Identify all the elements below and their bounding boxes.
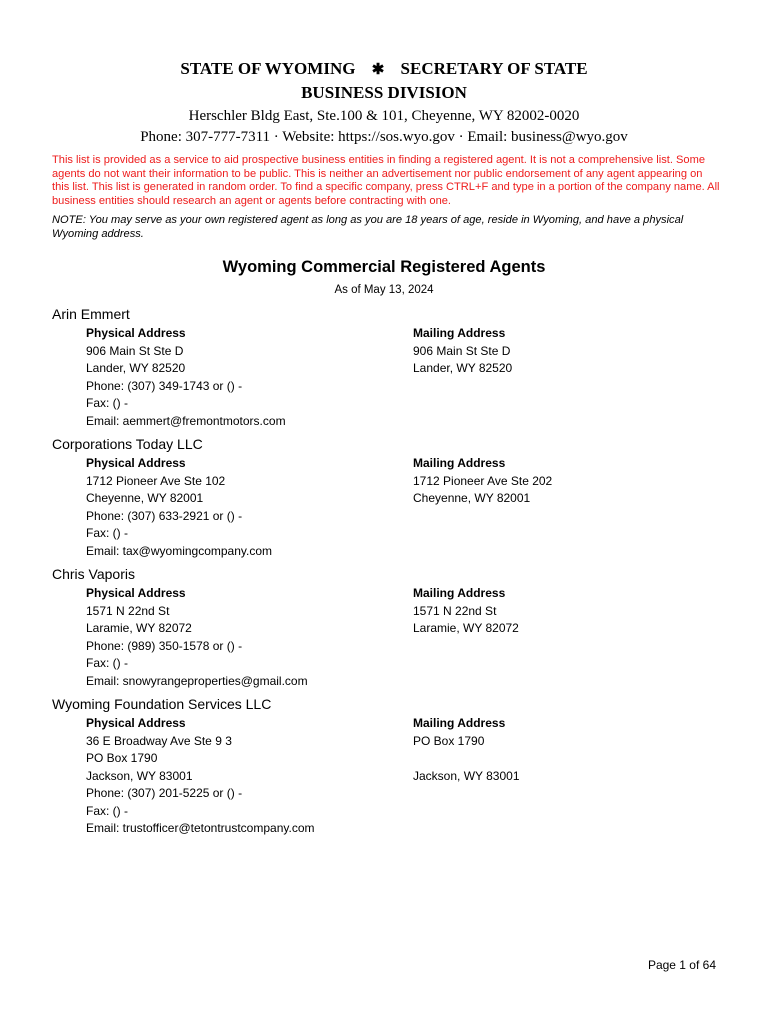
agent-entry bbox=[52, 565, 732, 690]
mailing-address-heading: Mailing Address bbox=[413, 716, 506, 730]
physical-address-line: 1571 N 22nd St bbox=[86, 603, 170, 618]
mailing-address-heading: Mailing Address bbox=[413, 326, 506, 340]
office-address: Herschler Bldg East, Ste.100 & 101, Cheyenne, WY 82002-0020 bbox=[188, 108, 580, 124]
physical-address-heading: Physical Address bbox=[86, 456, 186, 470]
as-of-date: As of May 13, 2024 bbox=[334, 284, 434, 296]
physical-address-heading: Physical Address bbox=[86, 716, 186, 730]
physical-address-line: Laramie, WY 82072 bbox=[86, 621, 192, 635]
physical-address-block bbox=[86, 715, 413, 838]
physical-address-line: 906 Main St Ste D bbox=[86, 343, 184, 358]
physical-address-line: Email: trustofficer@tetontrustcompany.com bbox=[86, 821, 315, 835]
physical-address-line: Phone: (989) 350-1578 or () - bbox=[86, 638, 243, 653]
page-number: Page 1 of 64 bbox=[647, 958, 716, 972]
mailing-address-line: 906 Main St Ste D bbox=[413, 343, 511, 358]
mailing-address-line: PO Box 1790 bbox=[413, 733, 485, 748]
mailing-address-line: Laramie, WY 82072 bbox=[413, 621, 519, 635]
agent-entry bbox=[52, 305, 732, 430]
office-contact: Phone: 307-777-7311 · Website: https://sos.wyo.gov · Email: business@wyo.gov bbox=[140, 129, 628, 145]
mailing-address-block bbox=[413, 325, 713, 430]
letterhead-office-line bbox=[0, 58, 768, 81]
mailing-address-line: 1571 N 22nd St bbox=[413, 603, 497, 618]
agent-name: Chris Vaporis bbox=[52, 566, 135, 582]
physical-address-line: 36 E Broadway Ave Ste 9 3 bbox=[86, 733, 232, 748]
agent-list bbox=[52, 305, 732, 843]
letterhead bbox=[0, 58, 768, 147]
agent-name: Arin Emmert bbox=[52, 306, 130, 322]
physical-address-line: 1712 Pioneer Ave Ste 102 bbox=[86, 473, 226, 488]
physical-address-line: Email: snowyrangeproperties@gmail.com bbox=[86, 673, 308, 688]
office-name: SECRETARY OF STATE bbox=[400, 59, 588, 78]
physical-address-block bbox=[86, 585, 413, 690]
physical-address-block bbox=[86, 455, 413, 560]
note-text: NOTE: You may serve as your own registered agent as long as you are 18 years of age, reside in Wyoming, and have a physical Wyoming address. bbox=[52, 214, 684, 240]
physical-address-line: PO Box 1790 bbox=[86, 751, 158, 765]
physical-address-line: Phone: (307) 201-5225 or () - bbox=[86, 786, 243, 800]
mailing-address-line bbox=[413, 750, 713, 768]
mailing-address-block bbox=[413, 585, 713, 690]
physical-address-line: Phone: (307) 633-2921 or () - bbox=[86, 508, 243, 523]
mailing-address-heading: Mailing Address bbox=[413, 586, 506, 600]
physical-address-line: Cheyenne, WY 82001 bbox=[86, 491, 204, 505]
physical-address-heading: Physical Address bbox=[86, 586, 186, 600]
mailing-address-heading: Mailing Address bbox=[413, 456, 506, 470]
agent-entry bbox=[52, 695, 732, 838]
physical-address-line: Fax: () - bbox=[86, 656, 128, 670]
agent-name: Wyoming Foundation Services LLC bbox=[52, 696, 272, 712]
mailing-address-line: Lander, WY 82520 bbox=[413, 361, 513, 375]
physical-address-line: Lander, WY 82520 bbox=[86, 361, 186, 375]
physical-address-block bbox=[86, 325, 413, 430]
agent-name: Corporations Today LLC bbox=[52, 436, 203, 452]
document-title: Wyoming Commercial Registered Agents bbox=[222, 258, 546, 276]
mailing-address-line: 1712 Pioneer Ave Ste 202 bbox=[413, 473, 553, 488]
mailing-address-block bbox=[413, 715, 713, 838]
physical-address-line: Phone: (307) 349-1743 or () - bbox=[86, 378, 243, 393]
agent-entry bbox=[52, 435, 732, 560]
disclaimer-text: This list is provided as a service to aid prospective business entities in finding a registered agent. It is not a comprehensive list. Some agents do not want their information to be public. This is neither an advertisement nor public endorsement of any agent appearing on this list. This list is generated in random order. To find a specific company, press CTRL+F and type in a portion of the company name. All business entities should research an agent or agents before contracting with one. bbox=[52, 154, 720, 207]
physical-address-line: Fax: () - bbox=[86, 526, 128, 540]
physical-address-line: Fax: () - bbox=[86, 803, 128, 818]
physical-address-line: Jackson, WY 83001 bbox=[86, 768, 193, 783]
mailing-address-line: Cheyenne, WY 82001 bbox=[413, 491, 531, 505]
division-name: BUSINESS DIVISION bbox=[301, 83, 467, 102]
physical-address-line: Email: tax@wyomingcompany.com bbox=[86, 543, 273, 558]
physical-address-heading: Physical Address bbox=[86, 326, 186, 340]
mailing-address-line: Jackson, WY 83001 bbox=[413, 768, 520, 783]
state-name: STATE OF WYOMING bbox=[180, 59, 356, 78]
star-icon: ✱ bbox=[371, 62, 385, 78]
physical-address-line: Fax: () - bbox=[86, 396, 128, 410]
mailing-address-block bbox=[413, 455, 713, 560]
physical-address-line: Email: aemmert@fremontmotors.com bbox=[86, 413, 286, 428]
